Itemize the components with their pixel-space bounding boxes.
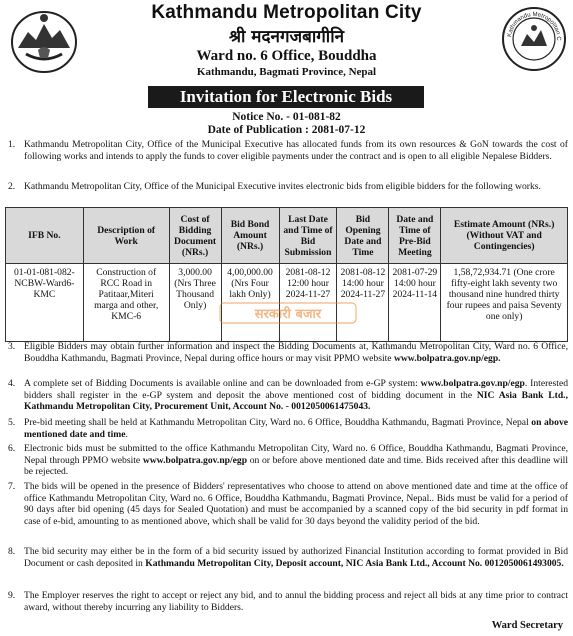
table-cell: 2081-07-29 14:00 hour 2024-11-14 — [389, 264, 441, 342]
paragraph-3: 3. Eligible Bidders may obtain further information and inspect the Bidding Documents at, Kathmandu Metropolitan City, Ward no. 6 Office, Bouddha Kathmandu, Bagmati Province, Nepal during office hours or may visit PPMO website www.bolpatra.gov.np/egp. — [8, 341, 568, 364]
table-cell: 2081-08-12 14:00 hour 2024-11-27 — [337, 264, 389, 342]
city-title: Kathmandu Metropolitan City — [151, 2, 422, 23]
table-cell: 4,00,000.00 (Nrs Four lakh Only) — [221, 264, 279, 342]
table-header-cell: Date and Time of Pre-Bid Meeting — [389, 208, 441, 264]
watermark-text: सरकारी बजार — [254, 307, 322, 322]
city-title-nepali: श्री मदनगजबागीनि — [228, 27, 345, 47]
invitation-banner: Invitation for Electronic Bids — [148, 86, 424, 108]
table-cell: Construction of RCC Road in Patitaar,Miteri marga and other, KMC-6 — [83, 264, 169, 342]
table-header-cell: Cost of Bidding Document (NRs.) — [169, 208, 221, 264]
table-header-cell: Last Date and Time of Bid Submission — [279, 208, 337, 264]
signature-title: Ward Secretary — [491, 620, 563, 631]
paragraph-6: 6. Electronic bids must be submitted to the office Kathmandu Metropolitan City, Ward no. 6 Office, Bouddha Kathmandu, Bagmati Province, Nepal through PPMO website www.bolpatra.gov.np/egp on or before above mentioned date and time. Bids received after this deadline will be rejected. — [8, 443, 568, 478]
bids-table — [5, 207, 568, 342]
table-cell: 3,000.00 (Nrs Three Thousand Only) — [169, 264, 221, 342]
ward-office-title: Ward no. 6 Office, Bouddha — [196, 48, 377, 64]
table-header-cell: Bid Opening Date and Time — [337, 208, 389, 264]
paragraph-4: 4. A complete set of Bidding Documents is available online and can be downloaded from e-GP system: www.bolpatra.gov.np/egp. Interested bidders shall register in the e-GP system and deposit the above mentioned cost of bidding document in the NIC Asia Bank Ltd., Kathmandu Metropolitan City, Procurement Unit, Account No. - 0012050061475043. — [8, 378, 568, 413]
paragraph-1: 1. Kathmandu Metropolitan City, Office of the Municipal Executive has allocated funds from its own resources & GoN towards the cost of following works and intends to apply the funds to cover eligible payments under the contract and is open to all eligible Nepalese Bidders. — [8, 139, 568, 162]
table-header-cell: Description of Work — [83, 208, 169, 264]
paragraph-5: 5. Pre-bid meeting shall be held at Kathmandu Metropolitan City, Ward no. 6 Office, Bouddha Kathmandu, Bagmati Province, Nepal on above mentioned date and time. — [8, 417, 568, 440]
kmc-seal-logo — [501, 6, 567, 72]
notice-number: Notice No. - 01-081-82 — [232, 111, 341, 123]
table-header-cell: IFB No. — [6, 208, 84, 264]
table-cell: 01-01-081-082-NCBW-Ward6-KMC — [6, 264, 84, 342]
office-address: Kathmandu, Bagmati Province, Nepal — [196, 66, 377, 78]
table-header-cell: Estimate Amount (NRs.) (Without VAT and Contingencies) — [441, 208, 568, 264]
table-cell: 1,58,72,934.71 (One crore fifty-eight lakh seventy two thousand nine hundred thirty four rupees and paisa Seventy one only) — [441, 264, 568, 342]
paragraph-2: 2. Kathmandu Metropolitan City, Office of the Municipal Executive invites electronic bids from eligible bidders for the following works. — [8, 181, 541, 192]
svg-text:Kathmandu Metropolitan City: Kathmandu Metropolitan C — [507, 11, 562, 41]
paragraph-9: 9. The Employer reserves the right to accept or reject any bid, and to annul the bidding process and reject all bids at any time prior to contract award, without thereby incurring any liability to Bidders. — [8, 590, 568, 613]
publication-date: Date of Publication : 2081-07-12 — [207, 124, 366, 136]
table-row — [6, 264, 568, 342]
table-header-cell: Bid Bond Amount (NRs.) — [221, 208, 279, 264]
paragraph-8: 8. The bid security may either be in the form of a bid security issued by authorized Financial Institution according to format provided in Bid Document or cash deposited in Kathmandu Metropolitan City, Deposit account, NIC Asia Bank Ltd., Account No. 0012050061493005. — [8, 546, 568, 569]
table-cell: 2081-08-12 12:00 hour 2024-11-27 — [279, 264, 337, 342]
table-header-row — [6, 208, 568, 264]
paragraph-7: 7. The bids will be opened in the presence of Bidders' representatives who choose to attend on above mentioned date and time at the office of office Kathmandu Metropolitan City, Ward no. 6 Office, Bouddha Kathmandu, Bagmati Province, Nepal.. Bids must be valid for a period of 90 days after bid opening (45 days for Sealed Quotation) and must be accompanied by a scanned copy of the bid security in pdf format in case of e-bid, amounting to as mentioned above, which shall be valid for 30 days beyond the validity period of the bid. — [8, 481, 568, 527]
